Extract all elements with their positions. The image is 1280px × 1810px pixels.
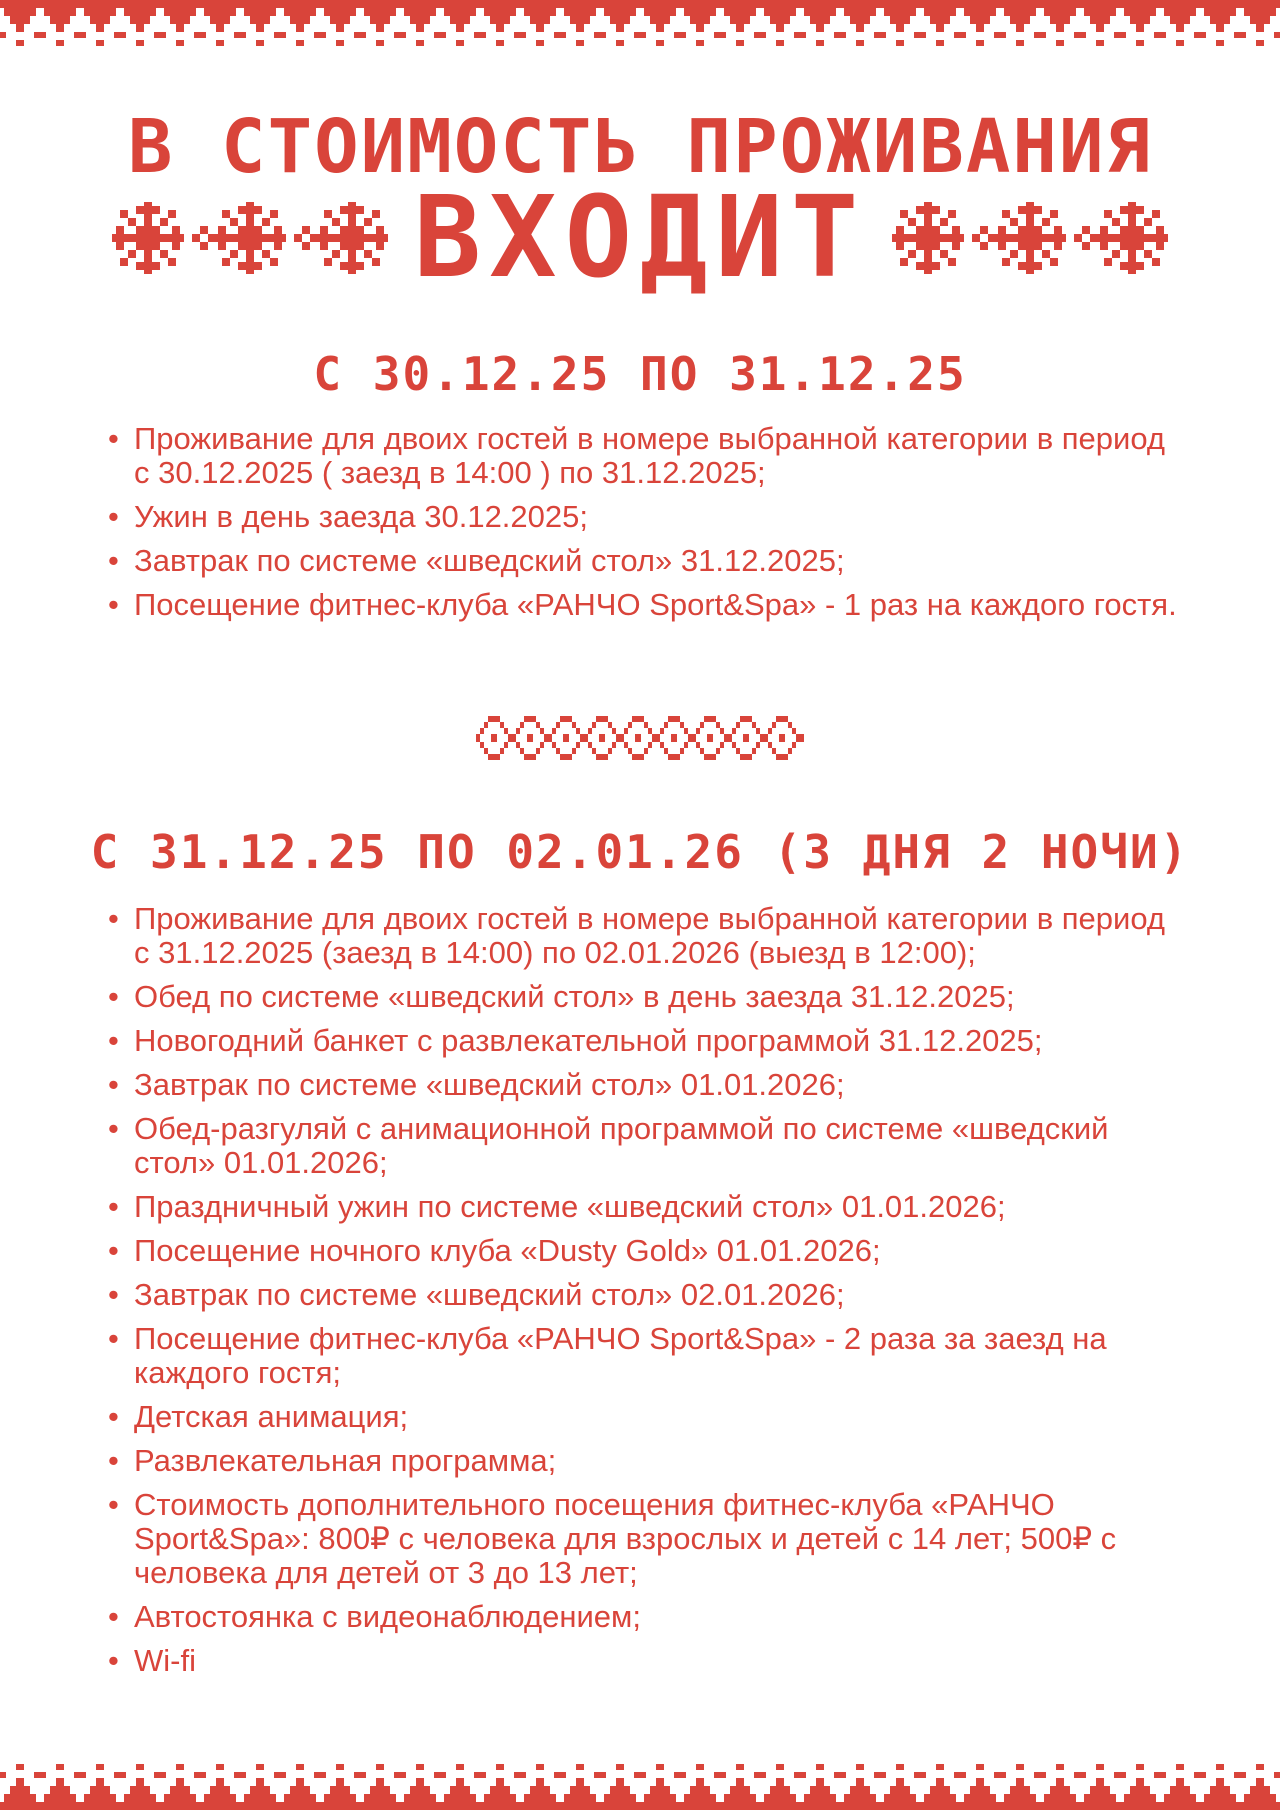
bullet-icon: • [108, 979, 119, 1014]
list-item: • Wi-fi [108, 1643, 196, 1678]
list-item: • Проживание для двоих гостей в номере выбранной категории в период с 30.12.2025 ( заезд в 14:00 ) по 31.12.2025; [108, 421, 1166, 490]
bullet-icon: • [108, 1023, 119, 1058]
bullet-icon: • [108, 421, 119, 456]
bullet-icon: • [108, 1067, 119, 1102]
list-item: • Проживание для двоих гостей в номере выбранной категории в период с 31.12.2025 (заезд в 14:00) по 02.01.2026 (выезд в 12:00); [108, 901, 1166, 970]
list-item: • Завтрак по системе «шведский стол» 01.01.2026; [108, 1067, 845, 1102]
ornament-border-icon [0, 1760, 1280, 1810]
bullet-icon: • [108, 1321, 119, 1356]
list-item: • Автостоянка с видеонаблюдением; [108, 1599, 641, 1634]
list-item: • Новогодний банкет с развлекательной программой 31.12.2025; [108, 1023, 1043, 1058]
bullet-icon: • [108, 543, 119, 578]
top-ornament-border [0, 0, 1280, 50]
bullet-icon: • [108, 1443, 119, 1478]
bullet-icon: • [108, 1399, 119, 1434]
section-divider [476, 716, 804, 760]
bullet-icon: • [108, 1233, 119, 1268]
bullet-icon: • [108, 1277, 119, 1312]
list-item: • Детская анимация; [108, 1399, 409, 1434]
list-item: • Посещение фитнес-клуба «РАНЧО Sport&Spa» - 1 раз на каждого гостя. [108, 587, 1177, 622]
list-item: • Ужин в день заезда 30.12.2025; [108, 499, 588, 534]
list-item: • Посещение фитнес-клуба «РАНЧО Sport&Spa» - 2 раза за заезд на каждого гостя; [108, 1321, 1107, 1390]
list-item: • Посещение ночного клуба «Dusty Gold» 01.01.2026; [108, 1233, 881, 1268]
bullet-icon: • [108, 1189, 119, 1224]
section-1-heading: С 30.12.25 ПО 31.12.25 [313, 347, 967, 401]
bullet-icon: • [108, 1111, 119, 1146]
list-item: • Развлекательная программа; [108, 1443, 557, 1478]
ornament-border-icon [0, 0, 1280, 50]
section-2-list [108, 902, 1188, 1688]
section-2-heading: С 31.12.25 ПО 02.01.26 (3 ДНЯ 2 НОЧИ) [90, 825, 1190, 879]
bottom-ornament-border [0, 1760, 1280, 1810]
list-item: • Обед-разгуляй с анимационной программой по системе «шведский стол» 01.01.2026; [108, 1111, 1109, 1180]
bullet-icon: • [108, 1487, 119, 1522]
bullet-icon: • [108, 1599, 119, 1634]
bullet-icon: • [108, 1643, 119, 1678]
ornament-divider-icon [476, 716, 804, 760]
list-item: • Завтрак по системе «шведский стол» 31.12.2025; [108, 543, 845, 578]
headline-primary: В СТОИМОСТЬ ПРОЖИВАНИЯ [127, 104, 1153, 190]
list-item: • Обед по системе «шведский стол» в день заезда 31.12.2025; [108, 979, 1015, 1014]
section-1-list [108, 422, 1188, 632]
headline-secondary: ВХОДИТ [413, 173, 867, 303]
list-item: • Стоимость дополнительного посещения фитнес-клуба «РАНЧО Sport&Spa»: 800₽ с человека для взрослых и детей с 14 лет; 500₽ с человека для детей от 3 до 13 лет; [108, 1487, 1117, 1590]
bullet-icon: • [108, 499, 119, 534]
list-item: • Завтрак по системе «шведский стол» 02.01.2026; [108, 1277, 845, 1312]
bullet-icon: • [108, 901, 119, 936]
list-item: • Праздничный ужин по системе «шведский стол» 01.01.2026; [108, 1189, 1006, 1224]
bullet-icon: • [108, 587, 119, 622]
